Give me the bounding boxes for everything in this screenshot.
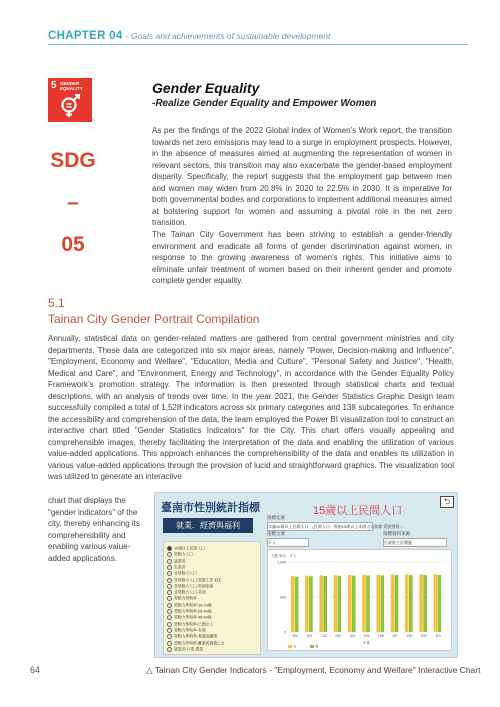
dashboard-indicator-title: 15歲以上民間人口	[313, 505, 403, 517]
x-tick-label: 101	[306, 634, 313, 638]
indicator-list-item[interactable]	[167, 603, 212, 609]
radio-icon[interactable]	[167, 552, 172, 557]
chapter-label: CHAPTER 04	[48, 30, 123, 42]
indicator-list-item[interactable]	[167, 584, 213, 590]
bar	[291, 576, 295, 632]
indicator-list-item[interactable]	[167, 609, 212, 615]
radio-icon[interactable]	[167, 609, 172, 614]
radio-icon[interactable]	[167, 641, 172, 646]
indicator-label: 勞動力人口	[174, 552, 193, 557]
sdg-big-label: SDG – 05	[50, 149, 96, 256]
indicator-list-item[interactable]	[167, 641, 225, 647]
indicator-list-item[interactable]	[167, 628, 206, 634]
x-tick-label: 100	[292, 634, 299, 638]
page-number: 64	[30, 665, 41, 675]
bar	[391, 574, 395, 632]
chapter-subtitle: - Goals and achievements of sustainable development	[125, 31, 331, 41]
indicator-list-item[interactable]	[167, 647, 203, 653]
section-number: 5.1	[48, 296, 65, 310]
legend-label: 女	[293, 644, 297, 649]
indicator-label: 勞動力參與率-有偶	[174, 628, 206, 633]
paragraph-3: Annually, statistical data on gender-related matters are gathered from central government ministries and city departments. These data are categorized into six major areas, namely "Power, Decision-making and Influence", "Employment, Economy and Welfare", "Education, Media and Culture", "Personal Safety and Justice", "Health, Medical and Care", and "Environment, Energy and Technology", in accordance with the Gender Equality Policy Framework’s promotion strategy. The information is then presented through statistical charts and textual descriptions, with an analysis of trends over time. In the year 2021, the Gender Statistics Graphic Design team successfully compiled a total of 1,528 indicators across six primary categories and 138 subcategories. To enhance the accessibility and comprehension of the data, the team employed the Power BI visualization tool to construct an interactive chart titled "Gender Statistics Indicators" for the City. This chart offers visually appealing and comprehensible images, thereby facilitating the interpretation of the data and enabling the utilization of various value-added applications. This approach enhances the comprehensibility of the data and enables its utilization in various value-added applications through the provision of lucid and straightforward graphics. The visualization tool was utilized to generate an interactive	[48, 334, 454, 481]
bar	[352, 576, 356, 632]
bar	[405, 574, 409, 632]
bar	[323, 576, 327, 632]
bar	[423, 575, 427, 632]
bar	[305, 576, 309, 632]
definition-field: 年滿15歲以上民間人口，(民間人口：係指15歲以上本國人口扣除 武裝勞動...	[268, 524, 403, 529]
x-tick-label: 103	[335, 634, 341, 638]
sdg5-icon	[48, 78, 92, 122]
indicator-list-item[interactable]	[167, 634, 217, 640]
category-tab[interactable]: 就業．經濟與福利	[163, 518, 253, 533]
indicator-list-item[interactable]	[167, 565, 185, 571]
article-title: Gender Equality	[152, 80, 260, 96]
legend-label: 男	[315, 644, 319, 649]
legend-swatch	[288, 645, 292, 648]
source-label: 指標資料來源	[383, 531, 410, 536]
header-divider	[48, 44, 468, 45]
indicator-label: 勞動力參與率-25-44歲	[174, 609, 212, 614]
bar	[348, 575, 352, 632]
y-tick-label: 0	[284, 630, 286, 635]
indicator-label: 就業者-行業-農業	[174, 647, 204, 652]
indicator-label: 失業者	[174, 565, 186, 570]
bar	[295, 577, 299, 632]
indicator-label: 非勞動力人口-料理家務	[174, 584, 214, 589]
radio-icon[interactable]	[167, 578, 172, 583]
indicator-list-item[interactable]	[167, 590, 206, 596]
indicator-label: 勞動力參與率-離婚或喪偶之女	[174, 641, 225, 645]
indicator-list[interactable]	[163, 541, 261, 655]
radio-icon[interactable]	[167, 559, 172, 564]
radio-icon[interactable]	[167, 571, 172, 576]
radio-icon[interactable]	[167, 634, 172, 639]
source-field: 行政院主計總處	[383, 538, 447, 547]
indicator-label: 勞動力參與率-45-64歲	[174, 615, 212, 620]
x-tick-label: 104	[349, 634, 356, 638]
gender-equality-symbol-icon	[57, 92, 83, 118]
bar	[409, 575, 413, 632]
radio-icon[interactable]	[167, 628, 172, 633]
bar	[319, 575, 323, 632]
chart-svg	[268, 550, 451, 650]
bar	[338, 576, 342, 632]
sdg-label: GENDER EQUALITY	[60, 81, 83, 91]
indicator-label: 勞動力參與率-喪偶或離婚	[174, 634, 218, 639]
radio-icon[interactable]	[167, 596, 172, 601]
indicator-label: 非勞動力人口-其他	[174, 590, 206, 595]
interactive-chart-screenshot	[154, 492, 458, 658]
indicator-label: 非勞動力人口	[174, 571, 197, 576]
back-icon[interactable]: ⮌	[440, 496, 454, 508]
bar	[434, 574, 438, 632]
bar	[334, 575, 338, 632]
indicator-list-item[interactable]	[167, 615, 212, 621]
x-tick-label: 108	[406, 634, 413, 638]
y-tick-label: 500	[280, 595, 286, 600]
unit-field: 千人	[267, 538, 309, 547]
bar	[419, 574, 423, 632]
indicator-list-item[interactable]	[167, 559, 185, 565]
indicator-label: 就業者	[174, 559, 186, 564]
dashboard-title: 臺南市性別統計指標	[161, 502, 260, 514]
article-subtitle: -Realize Gender Equality and Empower Women	[152, 98, 377, 109]
indicator-label: 勞動力參與率-已婚女人	[174, 622, 214, 627]
x-axis-title: 年度	[363, 641, 370, 645]
indicator-list-item[interactable]	[167, 571, 197, 577]
radio-icon[interactable]	[167, 615, 172, 620]
x-tick-label: 106	[377, 634, 384, 638]
radio-icon[interactable]	[167, 546, 172, 551]
indicator-list-item[interactable]	[167, 552, 193, 558]
y-tick-label: 1,000	[277, 560, 286, 565]
chapter-header	[48, 30, 330, 42]
indicator-list-item[interactable]	[167, 578, 221, 584]
indicator-label: 非勞動力人口-想要工作未找	[174, 578, 221, 582]
figure-caption: △ Tainan City Gender Indicators - "Employment, Economy and Welfare" Interactive Chart	[146, 665, 481, 675]
bar	[366, 575, 370, 632]
bar	[395, 575, 399, 632]
paragraph-2: The Tainan City Government has been striving to establish a gender-friendly environment and eradicate all forms of gender discrimination against women, in response to the growing awareness of women’s rights. This initiative aims to eliminate unfair treatment of women based on their inherent gender and promote complete gender equality.	[152, 230, 452, 285]
radio-icon[interactable]	[167, 622, 172, 627]
indicator-label: 勞動力參與率-15-24歲	[174, 603, 212, 608]
indicator-list-item[interactable]	[167, 546, 205, 552]
x-tick-label: 107	[392, 634, 398, 638]
bar	[438, 575, 442, 632]
radio-icon[interactable]	[167, 647, 172, 652]
bar	[380, 575, 384, 632]
x-tick-label: 109	[420, 634, 427, 638]
radio-icon[interactable]	[167, 565, 172, 570]
indicator-list-item[interactable]	[167, 622, 213, 628]
indicator-label: 勞動力參與率	[174, 596, 197, 601]
radio-icon[interactable]	[167, 590, 172, 595]
indicator-label: 15歲以上民間人口	[174, 546, 205, 551]
legend-swatch	[310, 645, 314, 648]
radio-icon[interactable]	[167, 584, 172, 589]
y-axis-title: 人數 單位：千人	[271, 554, 297, 558]
bar	[362, 575, 366, 632]
unit-label: 指標主要	[267, 531, 285, 536]
bar	[309, 576, 313, 632]
radio-icon[interactable]	[167, 603, 172, 608]
x-tick-label: 102	[320, 634, 327, 638]
x-tick-label: 105	[363, 634, 370, 638]
paragraph-4: chart that displays the "gender indicators" of the city, thereby enhancing its comprehensibility and enabling various value-added applications.	[48, 496, 140, 563]
section-title: Tainan City Gender Portrait Compilation	[48, 312, 260, 326]
definition-label: 指標定義	[267, 515, 285, 520]
x-tick-label: 110	[435, 634, 441, 638]
indicator-list-item[interactable]	[167, 596, 197, 602]
bar	[376, 575, 380, 632]
sdg-number: 5	[51, 80, 57, 91]
paragraph-1: As per the findings of the 2022 Global Index of Women’s Work report, the transition towards net zero emissions may lead to a surge in employment prospects. However, in the absence of measures aimed at augmenting the representation of women in relevant sectors, this transition may also exacerbate the gender-based employment disparity. Specifically, the report suggests that the employment gap between men and women may widen from 20.8% in 2020 to 22.5% in 2030. It is imperative for both governmental bodies and corporations to implement additional measures aimed at bolstering support for women and assuming a pivotal role in the net zero transition.	[152, 126, 452, 227]
bar-chart	[267, 549, 452, 651]
